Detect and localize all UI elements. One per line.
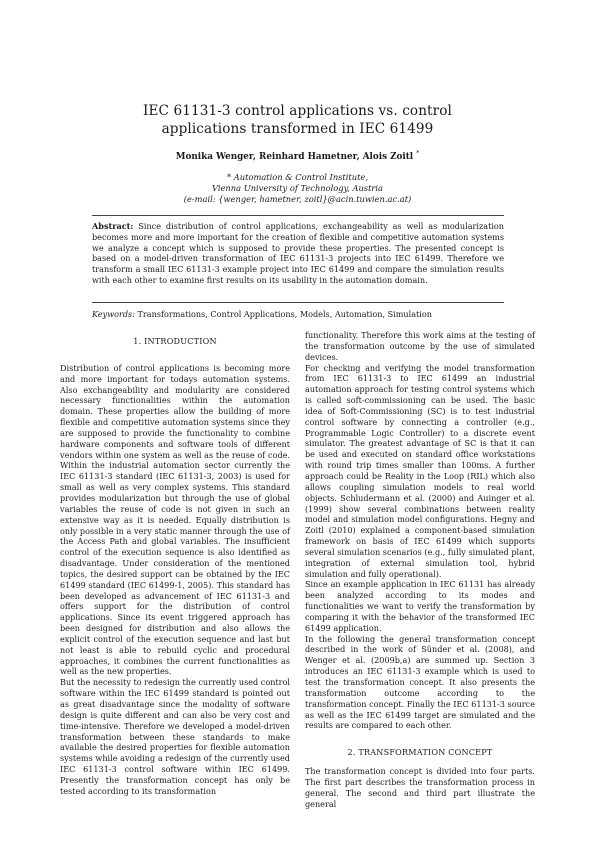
right-paragraph-4: In the following the general transformation concept described in the work of Sünder et al. (2008), and Wenger et al. (2009b,a) are summed up. Section 3 introduces an IEC 61131-3 example which is used to test the transformation concept. It also presents the transformation outcome according to the transformation concept. Finally the IEC 61131-3 source as well as the IEC 61499 target are simulated and the results are compared to each other.: [305, 633, 535, 731]
abstract-bottom-rule: [92, 302, 504, 303]
affiliation-email: (e-mail: {wenger, hametner, zoitl}@acin.tuwien.ac.at): [183, 194, 412, 204]
left-paragraph-2: But the necessity to redesign the currently used control software within the IEC 61499 standard is pointed out as great disadvantage since the modality of software design is quite different and can also be very cost and time-intensive. Therefore we developed a model-driven transformation between these standards to make available the desired properties for flexible automation systems while avoiding a redesign of the currently used IEC 61131-3 control software within IEC 61499. Presently the transformation concept has only be tested according to its transformation: [60, 677, 290, 796]
author-names: Monika Wenger, Reinhard Hametner, Alois Zoitl: [175, 151, 417, 162]
author-footnote-mark: *: [416, 150, 420, 157]
paper-title: [60, 102, 535, 138]
keywords: [92, 309, 504, 320]
abstract-top-rule: [92, 215, 504, 216]
right-paragraph-2: For checking and verifying the model transformation from IEC 61131-3 to IEC 61499 an industrial automation approach for testing control systems which is called soft-commissioning can be used. The basic idea of Soft-Commissioning (SC) is to test industrial control software by connecting a controller (e.g., Programmable Logic Controller) to a discrete event simulator. The greatest advantage of SC is that it can be used and executed on standard office workstations with round trip times smaller than 100ms. A further approach could be Reality in the Loop (RIL) which also allows coupling simulation models to real world objects. Schludermann et al. (2000) and Auinger et al. (1999) show several combinations between reality model and simulation model configurations. Hegny and Zoitl (2010) explained a component-based simulation framework on basis of IEC 61499 which supports several simulation scenarios (e.g., fully simulated plant, integration of external simulation tool, hybrid simulation and fully operational).: [305, 362, 535, 579]
section-2-heading: 2. TRANSFORMATION CONCEPT: [347, 747, 493, 758]
keywords-text: Transformations, Control Applications, Models, Automation, Simulation: [134, 309, 432, 319]
abstract: [92, 221, 504, 286]
abstract-text: Since distribution of control applications, exchangeability as well as modularization becomes more and more important for the creation of flexible and competitive automation systems we analyze a concept which is supposed to provide these properties. The presented concept is based on a model-driven transformation of IEC 61131-3 projects into IEC 61499. Therefore we transform a small IEC 61131-3 example project into IEC 61499 and compare the simulation results with each other to examine first results on its usability in the automation domain.: [92, 221, 504, 285]
left-column: [60, 336, 290, 797]
affiliation-line-2: Vienna University of Technology, Austria: [212, 183, 383, 193]
left-paragraph-1: Distribution of control applications is becoming more and more important for todays automation systems. Also exchangeability and modularity are considered necessary functionalities within the automation domain. These properties allow the building of more flexible and competitive automation systems since they are supposed to provide the functionality to combine hardware components and software tools of different vendors within one system as well as the reuse of code. Within the industrial automation sector currently the IEC 61131-3 standard (IEC 61131-3, 2003) is used for small as well as very complex systems. This standard provides modularization but through the use of global variables the reuse of code is not given in such an extensive way as it is needed. Equally distribution is only possible in a very static manner through the use of the Access Path and global variables. The insufficient control of the execution sequence is also identified as disadvantage. Under consideration of the mentioned topics, the desired support can be obtained by the IEC 61499 standard (IEC 61499-1, 2005). This standard has been developed as advancement of IEC 61131-3 and offers support for the distribution of control applications. Since its event triggered approach has been designed for distribution and also allows the explicit control of the execution sequence and last but not least is able to rebuild cyclic and procedural approaches, it combines the current functionalities as well as the new properties.: [60, 362, 290, 677]
abstract-label: Abstract:: [92, 221, 134, 231]
right-paragraph-1: functionality. Therefore this work aims at the testing of the transformation outcome by the use of simulated devices.: [305, 330, 535, 362]
right-paragraph-3: Since an example application in IEC 61131 has already been analyzed according to its modes and functionalities we want to verify the transformation by comparing it with the behavior of the transformed IEC 61499 application.: [305, 579, 535, 633]
affiliation: [60, 172, 535, 205]
section-1-heading: 1. INTRODUCTION: [133, 336, 217, 346]
right-column: [305, 330, 535, 809]
keywords-label: Keywords:: [92, 309, 135, 319]
right-paragraph-5: The transformation concept is divided into four parts. The first part describes the transformation process in general. The second and third part illustrate the general: [305, 766, 535, 809]
author-list: [60, 150, 535, 162]
title-line-2: applications transformed in IEC 61499: [161, 121, 434, 137]
affiliation-line-1: * Automation & Control Institute,: [227, 172, 368, 182]
title-line-1: IEC 61131-3 control applications vs. control: [143, 103, 452, 119]
